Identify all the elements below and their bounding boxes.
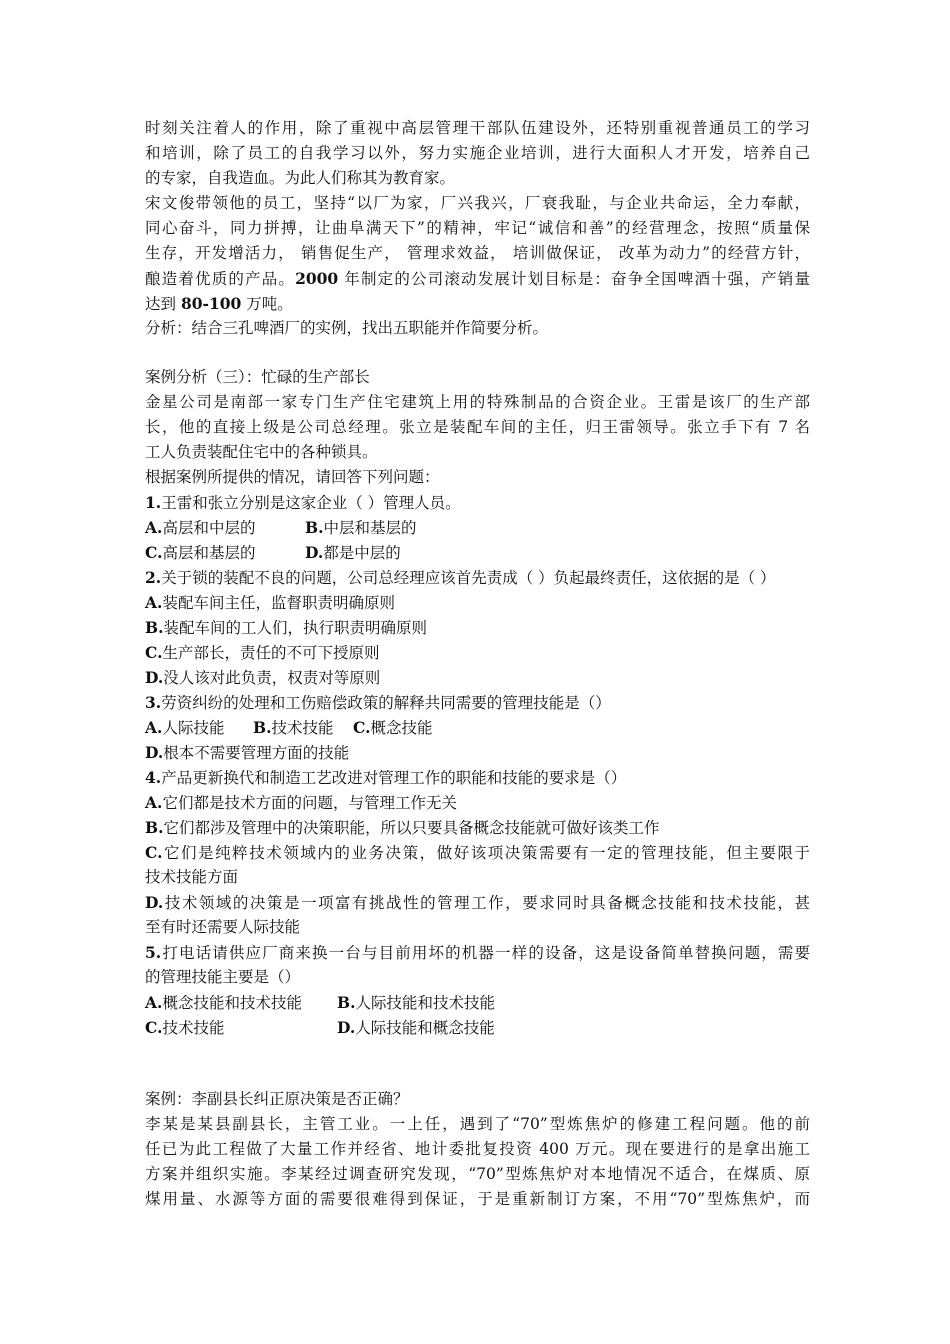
option-key: B.: [305, 518, 324, 537]
option-b: [337, 994, 495, 1012]
analysis-prompt: 分析：结合三孔啤酒厂的实例，找出五职能并作简要分析。: [145, 319, 549, 337]
case-study-section: [145, 1087, 810, 1212]
option-text: 高层和中层的: [162, 519, 256, 537]
text-run: 年制定的公司滚动发展计划目标是：奋争全国啤酒十强，产销量: [338, 270, 810, 288]
option-key: C.: [145, 843, 163, 862]
option-d: [337, 1019, 495, 1037]
option-text: 人际技能和技术技能: [355, 994, 496, 1012]
paragraph-line: 的专家，自我造血。为此人们称其为教育家。: [145, 169, 456, 187]
option-row: [145, 715, 810, 740]
question-text: 产品更新换代和制造工艺改进对管理工作的职能和技能的要求是（）: [161, 769, 627, 787]
question-text: 劳资纠纷的处理和工伤赔偿政策的解释共同需要的管理技能是（）: [161, 694, 611, 712]
option-text: 人际技能和概念技能: [355, 1019, 495, 1037]
option-key: C.: [145, 1018, 163, 1037]
option-d-continued: [145, 915, 810, 940]
section-continued-text: [145, 116, 810, 341]
option-c-continued: [145, 865, 810, 890]
paragraph-line: 煤用量、水源等方面的需要很难得到保证，于是重新制订方案，不用“70”型炼焦炉，而: [145, 1190, 810, 1208]
text-run: 达到: [145, 295, 181, 313]
section-title: 案例：李副县长纠正原决策是否正确？: [145, 1090, 409, 1108]
question-text: 王雷和张立分别是这家企业（ ）管理人员。: [161, 494, 461, 512]
paragraph-line: 长，他的直接上级是公司总经理。张立是装配车间的主任，归王雷领导。张立手下有 7 名: [145, 418, 810, 436]
option-row: [145, 515, 810, 540]
option-d: [145, 665, 810, 690]
question-2: [145, 565, 810, 590]
option-text: 装配车间的工人们，执行职责明确原则: [163, 619, 428, 637]
option-key: B.: [337, 993, 356, 1012]
option-c: [145, 1015, 337, 1041]
question-1: [145, 490, 810, 515]
text-run-bold: 80-100: [180, 294, 242, 313]
question-number: 1.: [145, 493, 162, 512]
paragraph-line: 宋文俊带领他的员工，坚持“以厂为家，厂兴我兴，厂衰我耻，与企业共命运，全力奉献，: [145, 194, 810, 212]
option-b: [253, 715, 353, 741]
paragraph-line: 任已为此工程做了大量工作并经省、地计委批复投资 400 万元。现在要进行的是拿出施工: [145, 1140, 810, 1158]
option-row: [145, 540, 810, 565]
option-key: D.: [145, 743, 164, 762]
option-key: B.: [145, 818, 164, 837]
question-text: 打电话请供应厂商来换一台与目前用坏的机器一样的设备，这是设备简单替换问题，需要: [161, 944, 810, 962]
option-text: 技术技能: [162, 1019, 225, 1037]
case-study-section: [145, 365, 810, 1040]
option-key: C.: [353, 718, 371, 737]
option-text: 它们都涉及管理中的决策职能，所以只要具备概念技能就可做好该类工作: [163, 819, 660, 837]
text-run: 酿造着优质的产品。: [145, 270, 296, 288]
option-a: [145, 990, 337, 1016]
question-number: 4.: [145, 768, 162, 787]
paragraph-line: 同心奋斗，同力拼搏，让曲阜满天下”的精神，牢记“诚信和善”的经营理念，按照“质量保: [145, 219, 810, 237]
option-text: 没人该对此负责，权责对等原则: [163, 669, 381, 687]
paragraph-line: [145, 291, 810, 316]
paragraph-line: 工人负责装配住宅中的各种锁具。: [145, 443, 378, 461]
option-key: B.: [145, 618, 164, 637]
option-key: B.: [253, 718, 272, 737]
option-a: [145, 715, 253, 741]
option-c: [353, 719, 432, 737]
question-number: 2.: [145, 568, 162, 587]
option-text: 高层和基层的: [162, 544, 256, 562]
option-text: 技术领域的决策是一项富有挑战性的管理工作，要求同时具备概念技能和技术技能，甚: [163, 894, 810, 912]
option-b: [145, 615, 810, 640]
option-key: C.: [145, 543, 163, 562]
option-text: 它们都是技术方面的问题，与管理工作无关: [162, 794, 457, 812]
option-text: 技术技能: [271, 719, 334, 737]
question-3: [145, 690, 810, 715]
option-d: [145, 740, 810, 765]
option-key: A.: [145, 793, 163, 812]
option-text: 概念技能和技术技能: [162, 994, 302, 1012]
option-c: [145, 840, 810, 865]
option-text: 都是中层的: [323, 544, 401, 562]
text-run: 万吨。: [241, 295, 293, 313]
paragraph-line: 李某是某县副县长，主管工业。一上任，遇到了“70”型炼焦炉的修建工程问题。他的前: [145, 1115, 810, 1133]
option-key: D.: [305, 543, 324, 562]
question-prompt: 根据案例所提供的情况，请回答下列问题：: [145, 468, 440, 486]
option-row: [145, 1015, 810, 1040]
option-a: [145, 790, 810, 815]
paragraph-line: 时刻关注着人的作用，除了重视中高层管理干部队伍建设外，还特别重视普通员工的学习: [145, 119, 810, 137]
option-key: D.: [337, 1018, 356, 1037]
option-text: 人际技能: [162, 719, 225, 737]
option-key: C.: [145, 643, 163, 662]
option-c: [145, 540, 305, 566]
question-text: 关于锁的装配不良的问题，公司总经理应该首先责成（ ）负起最终责任，这依据的是（ ）: [161, 569, 776, 587]
paragraph-line: 金星公司是南部一家专门生产住宅建筑上用的特殊制品的合资企业。王雷是该厂的生产部: [145, 393, 810, 411]
option-key: D.: [145, 668, 164, 687]
option-key: A.: [145, 518, 163, 537]
option-b: [145, 815, 810, 840]
option-text: 至有时还需要人际技能: [145, 918, 301, 936]
paragraph-line: 生存，开发增活力， 销售促生产， 管理求效益， 培训做保证， 改革为动力”的经营方针，: [145, 244, 810, 262]
option-key: A.: [145, 718, 163, 737]
option-d: [305, 544, 401, 562]
question-5-continued: 的管理技能主要是（）: [145, 968, 301, 986]
paragraph-line: 方案并组织实施。李某经过调查研究发现，“70”型炼焦炉对本地情况不适合，在煤质、原: [145, 1165, 810, 1183]
text-run-bold: 2000: [295, 269, 339, 288]
option-text: 技术技能方面: [145, 868, 239, 886]
option-text: 它们是纯粹技术领域内的业务决策，做好该项决策需要有一定的管理技能，但主要限于: [162, 844, 810, 862]
option-text: 装配车间主任，监督职责明确原则: [162, 594, 395, 612]
option-text: 生产部长，责任的不可下授原则: [162, 644, 380, 662]
paragraph-line: [145, 266, 810, 291]
option-c: [145, 640, 810, 665]
question-4: [145, 765, 810, 790]
option-key: D.: [145, 893, 164, 912]
question-number: 5.: [145, 943, 162, 962]
option-a: [145, 515, 305, 541]
option-text: 根本不需要管理方面的技能: [163, 744, 350, 762]
option-text: 中层和基层的: [323, 519, 417, 537]
section-title: 案例分析（三）：忙碌的生产部长: [145, 368, 370, 386]
option-b: [305, 519, 417, 537]
option-key: A.: [145, 593, 163, 612]
paragraph-line: 和培训，除了员工的自我学习以外，努力实施企业培训，进行大面积人才开发，培养自己: [145, 144, 810, 162]
option-text: 概念技能: [370, 719, 433, 737]
option-d: [145, 890, 810, 915]
option-key: A.: [145, 993, 163, 1012]
option-row: [145, 990, 810, 1015]
question-number: 3.: [145, 693, 162, 712]
option-a: [145, 590, 810, 615]
question-5: [145, 940, 810, 965]
